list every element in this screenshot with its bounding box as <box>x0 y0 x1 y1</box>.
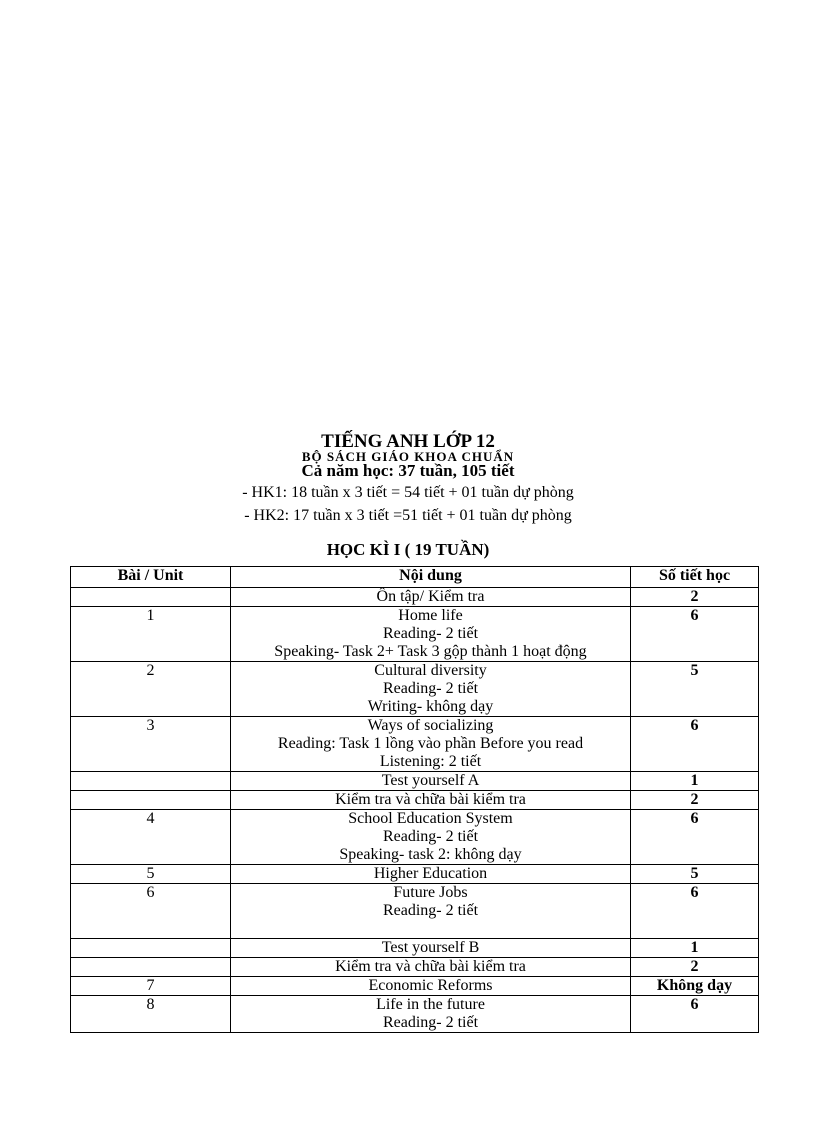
content-line: Writing- không dạy <box>367 698 494 715</box>
content-cell <box>231 977 631 996</box>
unit-cell: 7 <box>71 977 231 996</box>
content-cell <box>231 662 631 717</box>
content-cell <box>231 810 631 865</box>
unit-cell: 3 <box>71 717 231 772</box>
hours-cell: 6 <box>631 717 759 772</box>
curriculum-table <box>70 566 759 1033</box>
content-cell <box>231 717 631 772</box>
hours-cell: 2 <box>631 791 759 810</box>
content-line: Kiểm tra và chữa bài kiểm tra <box>335 791 526 808</box>
table-header-row <box>71 567 759 588</box>
content-line: Reading: Task 1 lồng vào phần Before you read <box>277 735 584 752</box>
table-row <box>71 865 759 884</box>
content-line <box>235 920 626 938</box>
content-line: Listening: 2 tiết <box>379 753 482 770</box>
unit-cell: 5 <box>71 865 231 884</box>
hours-cell: 2 <box>631 588 759 607</box>
unit-cell: 4 <box>71 810 231 865</box>
column-header-content: Nội dung <box>231 567 631 588</box>
unit-cell <box>71 588 231 607</box>
content-line: Reading- 2 tiết <box>382 680 479 697</box>
content-line: Speaking- Task 2+ Task 3 gộp thành 1 hoạt động <box>274 643 587 660</box>
content-line: Future Jobs <box>393 884 468 901</box>
hours-cell: Không dạy <box>631 977 759 996</box>
hours-cell: 6 <box>631 884 759 939</box>
content-cell <box>231 588 631 607</box>
unit-cell <box>71 772 231 791</box>
content-line: Reading- 2 tiết <box>382 828 479 845</box>
unit-cell: 2 <box>71 662 231 717</box>
unit-cell: 8 <box>71 996 231 1033</box>
content-line: Speaking- task 2: không dạy <box>339 846 522 863</box>
content-line: Ôn tập/ Kiểm tra <box>376 588 485 605</box>
table-row <box>71 884 759 939</box>
school-year-summary: Cả năm học: 37 tuần, 105 tiết <box>301 461 515 480</box>
content-cell <box>231 996 631 1033</box>
content-line: Test yourself B <box>381 939 480 956</box>
unit-cell: 1 <box>71 607 231 662</box>
table-row <box>71 939 759 958</box>
table-row <box>71 958 759 977</box>
content-line: Ways of socializing <box>367 717 494 734</box>
unit-cell <box>71 958 231 977</box>
content-line: Economic Reforms <box>368 977 493 994</box>
hours-cell: 5 <box>631 865 759 884</box>
table-row <box>71 977 759 996</box>
content-line: Life in the future <box>376 996 485 1013</box>
document-subtitle: BỘ SÁCH GIÁO KHOA CHUẨN <box>301 449 515 464</box>
content-cell <box>231 607 631 662</box>
semester-heading: HỌC KÌ I ( 19 TUẦN) <box>326 540 490 559</box>
content-cell <box>231 958 631 977</box>
content-line: Higher Education <box>373 865 488 882</box>
content-cell <box>231 884 631 939</box>
document-title: TIẾNG ANH LỚP 12 <box>321 431 495 452</box>
table-row <box>71 810 759 865</box>
table-body <box>71 588 759 1033</box>
content-cell <box>231 865 631 884</box>
unit-cell: 6 <box>71 884 231 939</box>
semester-1-summary: - HK1: 18 tuần x 3 tiết = 54 tiết + 01 tuần dự phòng <box>242 484 574 501</box>
table-row <box>71 588 759 607</box>
content-line: Cultural diversity <box>374 662 487 679</box>
hours-cell: 6 <box>631 607 759 662</box>
hours-cell: 2 <box>631 958 759 977</box>
content-cell <box>231 939 631 958</box>
table-row <box>71 772 759 791</box>
content-line: Reading- 2 tiết <box>382 625 479 642</box>
table-row <box>71 791 759 810</box>
content-line: Home life <box>398 607 463 624</box>
content-cell <box>231 791 631 810</box>
table-row <box>71 662 759 717</box>
table-row <box>71 996 759 1033</box>
content-cell <box>231 772 631 791</box>
hours-cell: 1 <box>631 772 759 791</box>
content-line: Reading- 2 tiết <box>382 1014 479 1031</box>
hours-cell: 5 <box>631 662 759 717</box>
content-line: Test yourself A <box>381 772 480 789</box>
table-row <box>71 717 759 772</box>
column-header-hours: Số tiết học <box>631 567 759 588</box>
content-line: School Education System <box>348 810 513 827</box>
column-header-unit: Bài / Unit <box>71 567 231 588</box>
semester-2-summary: - HK2: 17 tuần x 3 tiết =51 tiết + 01 tuần dự phòng <box>244 507 572 524</box>
unit-cell <box>71 939 231 958</box>
unit-cell <box>71 791 231 810</box>
hours-cell: 6 <box>631 996 759 1033</box>
hours-cell: 1 <box>631 939 759 958</box>
content-line: Kiểm tra và chữa bài kiểm tra <box>335 958 526 975</box>
content-line: Reading- 2 tiết <box>382 902 479 919</box>
hours-cell: 6 <box>631 810 759 865</box>
table-row <box>71 607 759 662</box>
